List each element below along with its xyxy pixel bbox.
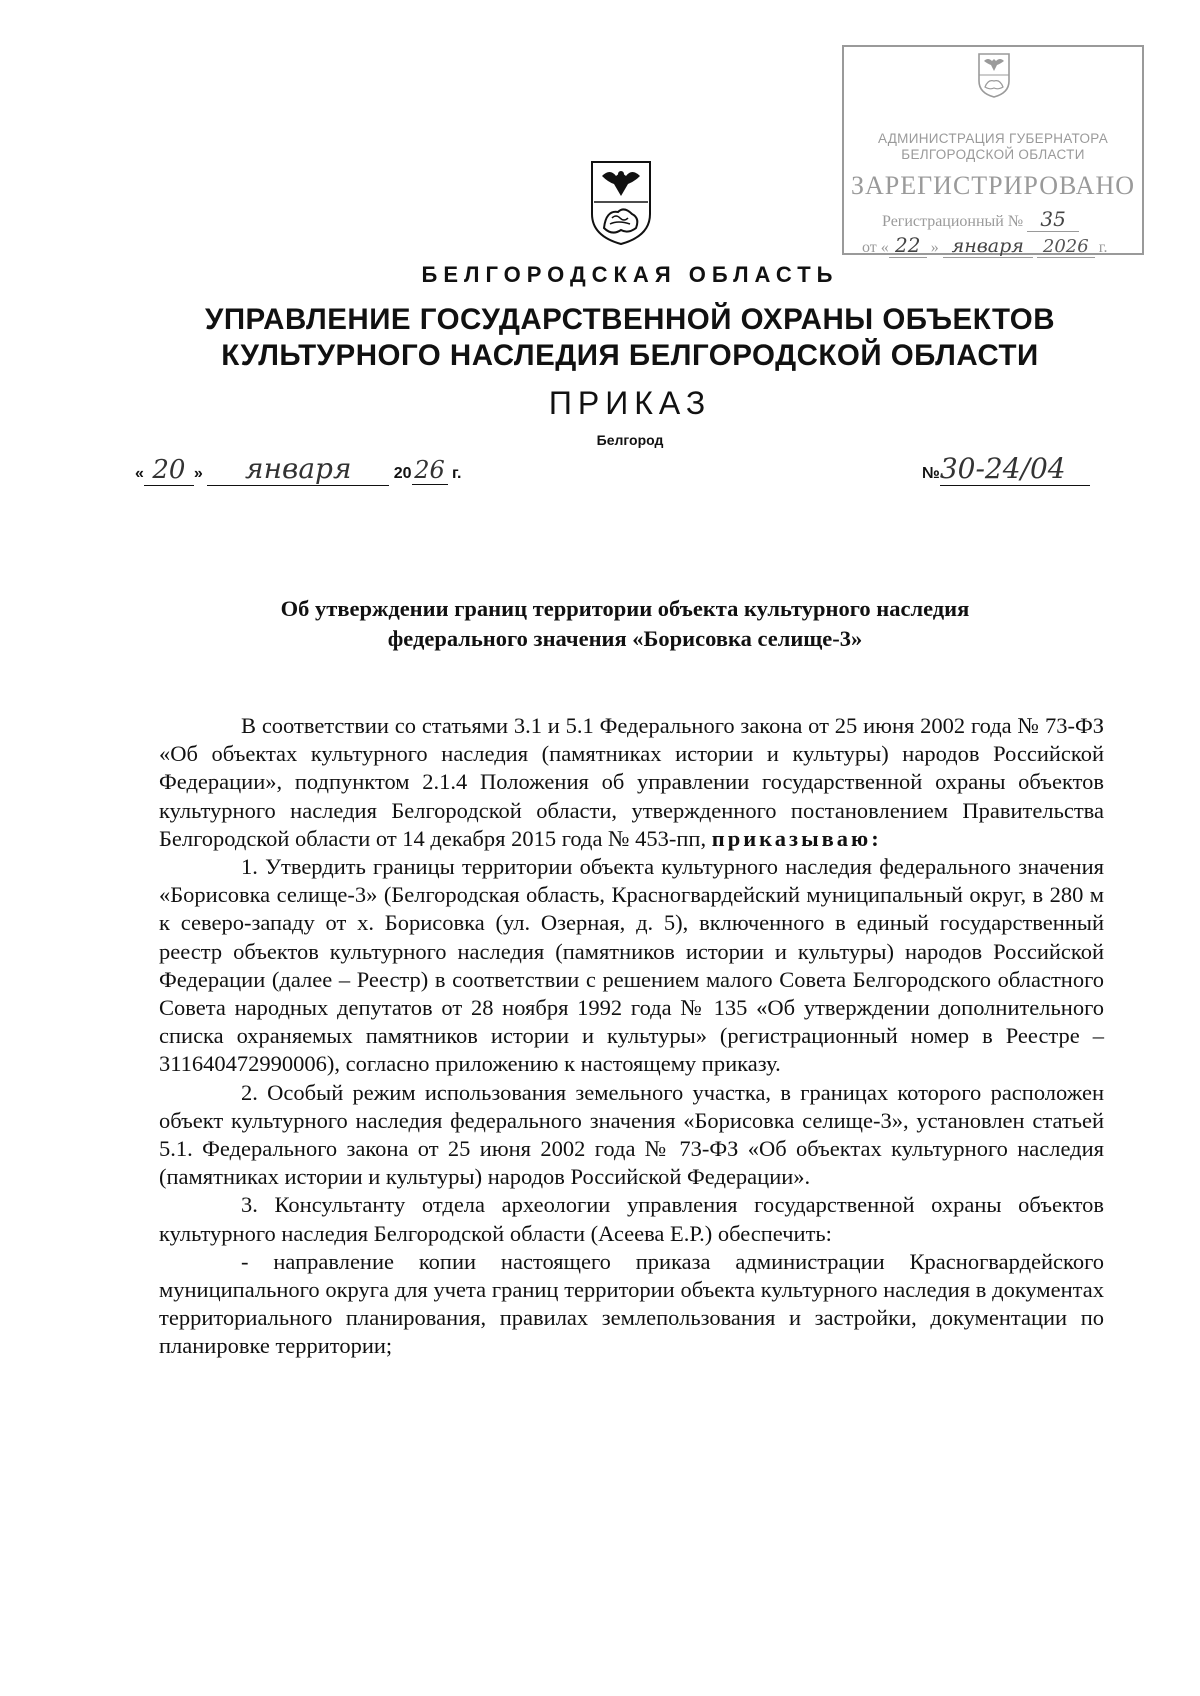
stamp-date-suffix: г. — [1098, 239, 1108, 256]
date-month: января — [207, 452, 389, 486]
date-year-suffix: 26 — [412, 456, 448, 485]
city-label: Белгород — [596, 432, 664, 448]
document-body — [159, 712, 1104, 1361]
agency-line2: КУЛЬТУРНОГО НАСЛЕДИЯ БЕЛГОРОДСКОЙ ОБЛАСТИ — [221, 339, 1039, 372]
stamp-org-line1: АДМИНИСТРАЦИЯ ГУБЕРНАТОРА — [877, 131, 1109, 146]
stamp-reg-number-line — [882, 207, 1079, 232]
stamp-date-month: января — [943, 235, 1033, 258]
order-word: приказываю: — [711, 825, 882, 851]
number-value: 30-24/04 — [940, 452, 1090, 486]
region-heading: БЕЛГОРОДСКАЯ ОБЛАСТЬ — [421, 262, 839, 287]
stamp-date-day: 22 — [889, 233, 927, 258]
agency-heading — [0, 302, 1200, 374]
date-open-quote: « — [135, 465, 144, 482]
coat-of-arms-icon — [588, 158, 654, 248]
date-close-quote: » — [193, 465, 203, 482]
registration-stamp — [842, 45, 1144, 255]
stamp-org-line2: БЕЛГОРОДСКОЙ ОБЛАСТИ — [901, 147, 1085, 162]
date-year-end: г. — [451, 465, 462, 482]
paragraph-preamble — [159, 712, 1104, 853]
document-title — [160, 594, 1090, 654]
stamp-date-prefix: от « — [862, 239, 889, 256]
paragraph-item-3: 3. Консультанту отдела археологии управления государственной охраны объектов культурного наследия Белгородской области (Асеева Е.Р.) обеспечить: — [159, 1192, 1104, 1246]
stamp-reg-number: 35 — [1027, 207, 1079, 232]
number-label: № — [922, 465, 940, 482]
preamble-text: В соответствии со статьями 3.1 и 5.1 Федерального закона от 25 июня 2002 года № 73-ФЗ «Об объектах культурного наследия (памятниках истории и культуры) народов Российской Федерации», подпунктом 2.1.4 Положения об управлении государственной охраны объектов культурного наследия Белгородской области, утвержденного постановлением Правительства Белгородской области от 14 декабря 2015 года № 453-пп, — [159, 713, 1104, 851]
coat-of-arms-icon — [976, 51, 1012, 99]
paragraph-item-2: 2. Особый режим использования земельного участка, в границах которого расположен объект культурного наследия федерального значения «Борисовка селище-3», установлен статьей 5.1. Федерального закона от 25 июня 2002 года № 73-ФЗ «Об объектах культурного наследия (памятниках истории и культуры) народов Российской Федерации». — [159, 1079, 1104, 1190]
title-line1: Об утверждении границ территории объекта культурного наследия — [280, 596, 970, 621]
order-date — [135, 452, 461, 486]
date-day: 20 — [144, 455, 194, 486]
stamp-registered: ЗАРЕГИСТРИРОВАНО — [851, 171, 1135, 200]
paragraph-subitem: - направление копии настоящего приказа администрации Красногвардейского муниципального округа для учета границ территории объекта культурного наследия в документах территориального планирования, правилах землепользования и застройки, документации по планировке территории; — [159, 1248, 1104, 1359]
stamp-date-mid: » — [930, 239, 939, 256]
paragraph-item-1: 1. Утвердить границы территории объекта культурного наследия федерального значения «Борисовка селище-3» (Белгородская область, Красногвардейский муниципальный округ, в 280 м к северо-западу от х. Борисовка (ул. Озерная, д. 5), включенного в единый государственный реестр объектов культурного наследия (памятников истории и культуры) народов Российской Федерации (далее – Реестр) в соответствии с решением малого Совета Белгородского областного Совета народных депутатов от 28 ноября 1992 года № 135 «Об утверждении дополнительного списка охраняемых памятников истории и культуры» (регистрационный номер в Реестре – 311640472990006), согласно приложению к настоящему приказу. — [159, 854, 1104, 1077]
document-type: ПРИКАЗ — [548, 385, 712, 421]
stamp-date-year: 2026 — [1037, 236, 1095, 258]
order-number — [922, 452, 1090, 486]
stamp-reg-label: Регистрационный № — [882, 213, 1024, 230]
agency-line1: УПРАВЛЕНИЕ ГОСУДАРСТВЕННОЙ ОХРАНЫ ОБЪЕКТОВ — [205, 303, 1055, 336]
stamp-date-line — [862, 233, 1108, 258]
title-line2: федерального значения «Борисовка селище-3» — [387, 626, 863, 651]
date-year-prefix: 20 — [393, 465, 412, 482]
